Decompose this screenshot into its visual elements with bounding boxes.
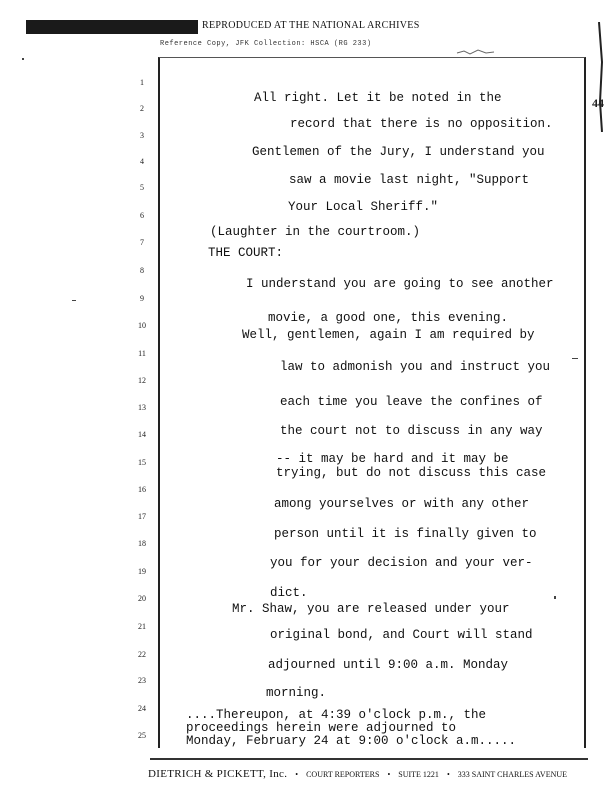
transcript-line: Your Local Sheriff." [288,200,439,214]
transcript-line: Gentlemen of the Jury, I understand you [252,145,545,159]
transcript-line: you for your decision and your ver- [270,556,533,570]
page-number: 44 [592,96,604,110]
transcript-line: law to admonish you and instruct you [280,360,551,374]
line-number: 15 [138,458,146,467]
line-number: 17 [138,512,146,521]
line-number: 22 [138,650,146,659]
footer [148,768,567,780]
scan-speck [572,358,578,359]
line-number: 24 [138,704,146,713]
footer-bullet: • [446,770,450,779]
line-number: 19 [138,567,146,576]
transcript-line: saw a movie last night, "Support [289,173,530,187]
footer-rule [150,758,588,760]
transcript-line: trying, but do not discuss this case [276,466,547,480]
transcript-line: morning. [266,686,327,700]
footer-firm: DIETRICH & PICKETT, Inc. [148,768,288,780]
footer-suite: SUITE 1221 [398,770,439,779]
line-number: 4 [140,157,144,166]
transcript-line: -- it may be hard and it may be [276,452,509,466]
line-number: 7 [140,238,144,247]
page-edge-shadow [596,22,610,132]
line-number: 18 [138,539,146,548]
line-number: 21 [138,622,146,631]
transcript-line: THE COURT: [208,246,284,260]
footer-address: 333 SAINT CHARLES AVENUE [457,770,568,779]
line-number: 16 [138,485,146,494]
transcript-line: person until it is finally given to [274,527,537,541]
reference-line: Reference Copy, JFK Collection: HSCA (RG 233) [160,40,372,48]
line-number: 9 [140,294,144,303]
transcript-line: the court not to discuss in any way [280,424,543,438]
line-number: 8 [140,266,144,275]
scan-speck [72,300,76,301]
transcript-line: Monday, February 24 at 9:00 o'clock a.m..... [186,734,517,748]
footer-service: COURT REPORTERS [306,770,380,779]
line-number: 20 [138,594,146,603]
transcript-line: record that there is no opposition. [290,117,553,131]
line-number: 13 [138,403,146,412]
line-number: 6 [140,211,144,220]
archive-stamp: REPRODUCED AT THE NATIONAL ARCHIVES [198,18,424,34]
transcript-line: ....Thereupon, at 4:39 o'clock p.m., the [186,708,487,722]
transcript-line: among yourselves or with any other [274,497,530,511]
scribble-mark [456,48,496,56]
line-number: 1 [140,78,144,87]
line-number: 14 [138,430,146,439]
scan-speck [22,58,24,60]
transcript-line: proceedings herein were adjourned to [186,721,457,735]
footer-bullet: • [295,770,299,779]
line-number: 11 [138,349,146,358]
transcript-line: All right. Let it be noted in the [254,91,502,105]
transcript-line: (Laughter in the courtroom.) [210,225,421,239]
footer-bullet: • [387,770,391,779]
transcript-line: each time you leave the confines of [280,395,543,409]
line-number: 10 [138,321,146,330]
transcript-line: I understand you are going to see another [246,277,554,291]
transcript-line: Mr. Shaw, you are released under your [232,602,510,616]
line-number: 3 [140,131,144,140]
line-number: 12 [138,376,146,385]
line-number: 25 [138,731,146,740]
transcript-line: original bond, and Court will stand [270,628,533,642]
transcript-line: adjourned until 9:00 a.m. Monday [268,658,509,672]
transcript-line: Well, gentlemen, again I am required by [242,328,535,342]
scan-speck [554,596,556,599]
transcript-line: dict. [270,586,308,600]
line-number: 23 [138,676,146,685]
line-number: 2 [140,104,144,113]
line-number: 5 [140,183,144,192]
transcript-line: movie, a good one, this evening. [268,311,509,325]
